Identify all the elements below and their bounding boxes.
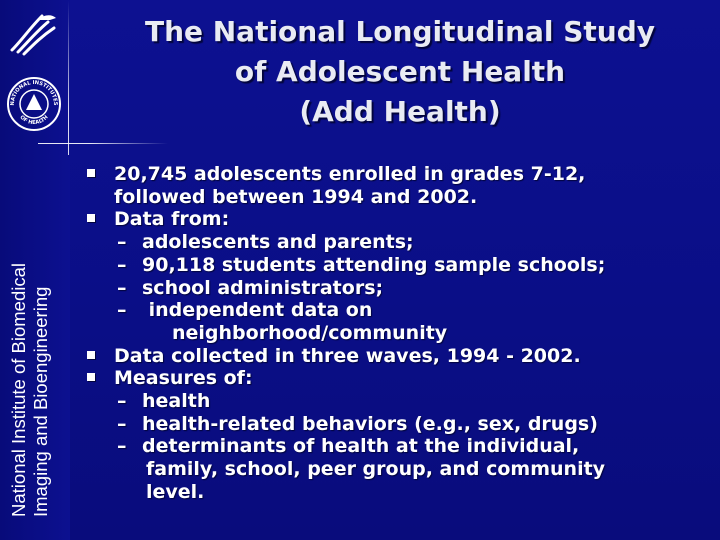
square-bullet-icon xyxy=(87,169,95,177)
slide-title xyxy=(100,12,700,132)
dash-marker: – xyxy=(117,276,127,299)
seal-text-bottom: OF HEALTH xyxy=(18,114,50,127)
svg-text:OF HEALTH xyxy=(18,114,49,126)
crosshair-vertical-line xyxy=(68,0,69,155)
dash-marker: – xyxy=(117,253,127,276)
bullet-text-line: followed between 1994 and 2002. xyxy=(114,185,478,208)
sub-text-line: independent data on xyxy=(142,299,373,322)
nih-seal-logo xyxy=(6,76,62,132)
sub-item xyxy=(84,435,714,503)
dash-marker: – xyxy=(117,435,127,458)
sub-text-line: health xyxy=(142,390,211,413)
sub-item xyxy=(84,231,714,254)
sub-item xyxy=(84,390,714,413)
title-line: The National Longitudinal Study xyxy=(144,15,656,48)
title-line: of Adolescent Health xyxy=(234,55,566,88)
sub-text-line: school administrators; xyxy=(142,276,384,299)
dash-marker: – xyxy=(117,231,127,254)
crosshair-horizontal-line xyxy=(38,143,168,144)
seal-text-top: NATIONAL INSTITUTES xyxy=(9,79,59,106)
sub-text-line: adolescents and parents; xyxy=(142,231,414,254)
square-bullet-icon xyxy=(87,373,95,381)
dash-marker: – xyxy=(117,299,127,322)
sub-text-line: 90,118 students attending sample schools; xyxy=(142,253,606,276)
sub-item xyxy=(84,413,714,436)
bullet-text-line: Data from: xyxy=(114,208,230,231)
bullet-list xyxy=(84,163,714,504)
hhs-eagle-logo xyxy=(8,10,60,58)
bullet-item xyxy=(84,208,714,231)
dash-marker: – xyxy=(117,412,127,435)
bullet-item xyxy=(84,367,714,390)
square-bullet-icon xyxy=(87,214,95,222)
bullet-text-line: Data collected in three waves, 1994 - 2002. xyxy=(114,344,581,367)
sidebar-line: Imaging and Bioengineering xyxy=(30,286,51,517)
sub-text-line: health-related behaviors (e.g., sex, drugs) xyxy=(142,412,598,435)
bullet-text-line: 20,745 adolescents enrolled in grades 7-12, xyxy=(114,163,586,185)
sub-item xyxy=(84,277,714,300)
bullet-item xyxy=(84,345,714,368)
bullet-text-line: Measures of: xyxy=(114,367,253,390)
square-bullet-icon xyxy=(87,351,95,359)
title-line: (Add Health) xyxy=(299,95,501,128)
sub-text-line: level. xyxy=(146,480,205,503)
sub-text-line: neighborhood/community xyxy=(172,321,448,344)
sub-text-line: determinants of health at the individual, xyxy=(142,435,580,458)
sub-item xyxy=(84,254,714,277)
sub-text-line: family, school, peer group, and community xyxy=(146,458,606,481)
sub-item xyxy=(84,299,714,344)
sidebar-institute-name xyxy=(8,177,52,517)
dash-marker: – xyxy=(117,390,127,413)
bullet-item xyxy=(84,163,714,208)
sidebar-line: National Institute of Biomedical xyxy=(8,263,29,517)
